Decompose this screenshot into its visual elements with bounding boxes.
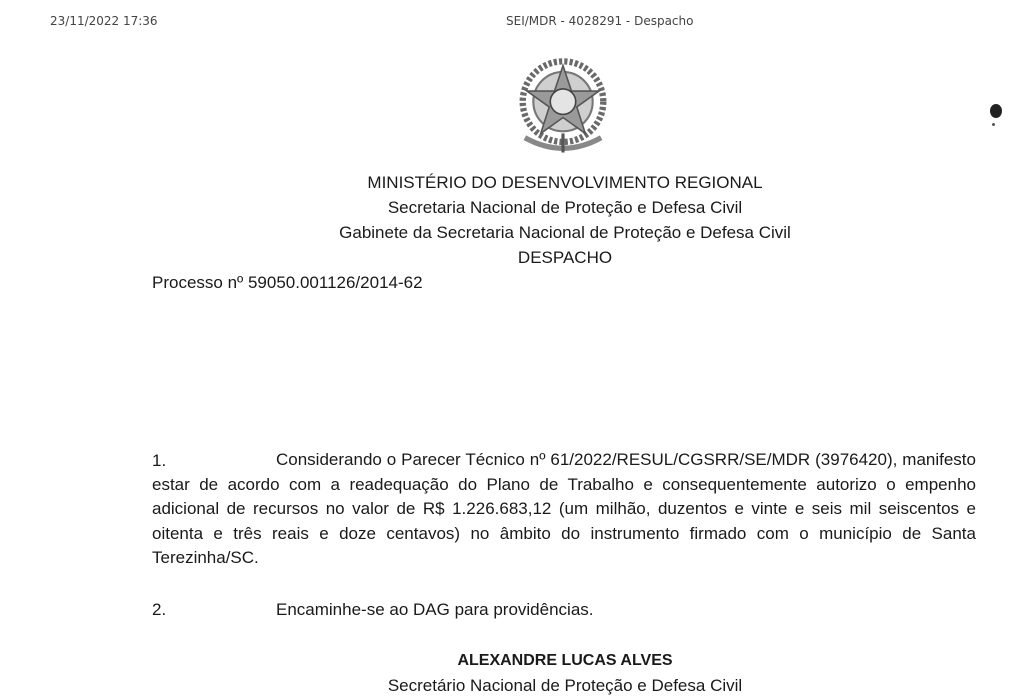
secretariat-title: Secretaria Nacional de Proteção e Defesa Civil <box>387 198 743 217</box>
process-number: Processo nº 59050.001126/2014-62 <box>152 273 423 292</box>
print-timestamp: 23/11/2022 17:36 <box>50 14 158 28</box>
document-type: DESPACHO <box>517 248 613 267</box>
scan-smudge <box>990 104 1002 118</box>
ministry-title: MINISTÉRIO DO DESENVOLVIMENTO REGIONAL <box>367 173 763 192</box>
coat-of-arms-icon <box>510 55 616 161</box>
signatory-name: ALEXANDRE LUCAS ALVES <box>457 652 673 669</box>
paragraph-1: Considerando o Parecer Técnico nº 61/2022/RESUL/CGSRR/SE/MDR (3976420), manifesto estar de acordo com a readequação do Plano de Trabalho e consequentemente autorizo o empenho adicional de recursos no valor de R$ 1.226.683,12 (um milhão, duzentos e vinte e seis mil seiscentos e oitenta e três reais e doze centavos) no âmbito do instrumento firmado com o município de Santa Terezinha/SC. <box>152 450 976 567</box>
item-number: 1. <box>152 451 167 470</box>
item-number: 2. <box>152 600 167 619</box>
paragraph-2: Encaminhe-se ao DAG para providências. <box>276 600 594 619</box>
signatory-role: Secretário Nacional de Proteção e Defesa Civil <box>387 676 743 695</box>
cabinet-title: Gabinete da Secretaria Nacional de Proteção e Defesa Civil <box>339 223 791 242</box>
scan-speck <box>992 123 995 126</box>
document-reference: SEI/MDR - 4028291 - Despacho <box>506 14 694 28</box>
